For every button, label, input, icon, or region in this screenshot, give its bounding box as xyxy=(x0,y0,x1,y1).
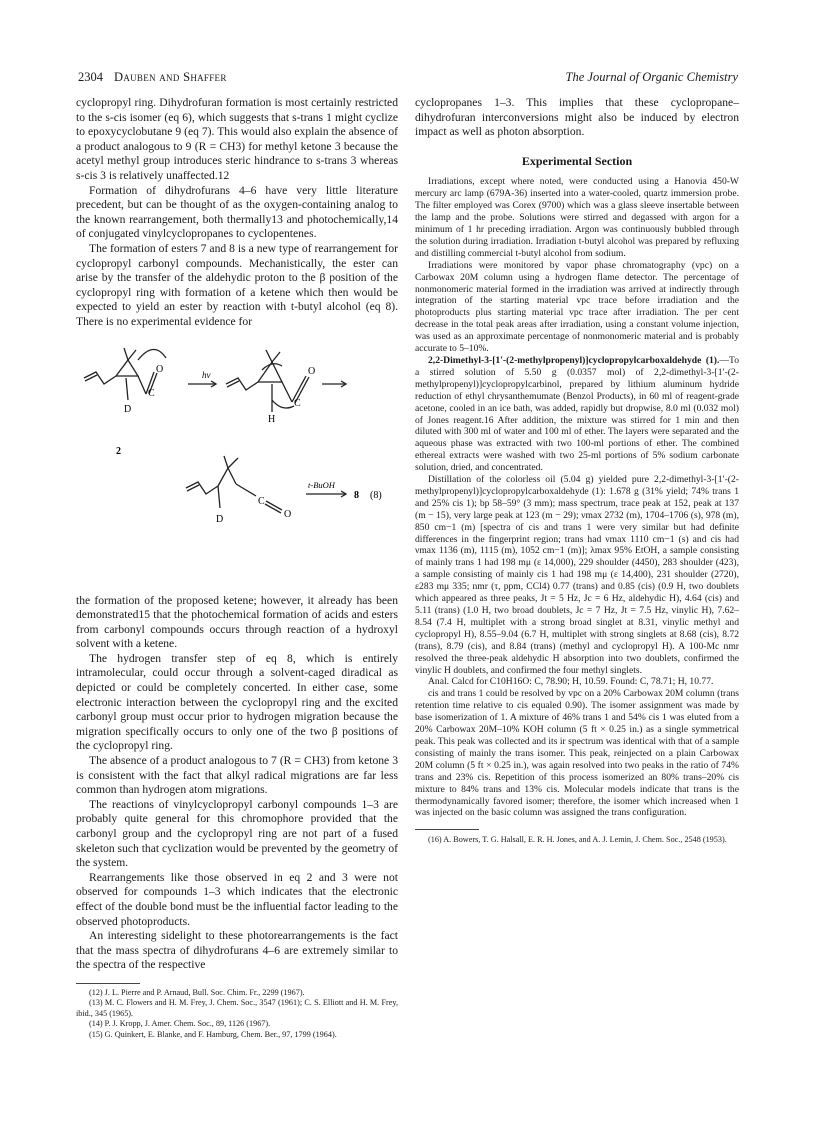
paragraph: cyclopropyl ring. Dihydrofuran formation is most certainly restricted to the s-cis isomer (eq 6), which suggests that s-trans 1 might cyclize to epoxycyclobutane 9 (eq 7). This would also explain the absence of a product analogous to 9 (R = CH3) for methyl ketone 3 because the acetyl methyl group introduces steric hindrance to s-trans 3 whereas s-cis 3 is relatively unaffected.12 xyxy=(76,96,398,182)
bond-line xyxy=(226,378,258,390)
bond-line xyxy=(124,348,128,360)
section-heading: Experimental Section xyxy=(521,153,633,168)
paragraph: The hydrogen transfer step of eq 8, which is entirely intramolecular, could occur through a solvent-caged diradical as depicted or could be completely concerted. In either case, some electronic interaction between the cyclopropyl ring and the excited carbonyl group must occur prior to hydrogen migration because the migration specifically occurs to only one of the two β positions of the cyclopropyl ring. xyxy=(76,651,398,753)
paragraph: Distillation of the colorless oil (5.04 g) yielded pure 2,2-dimethyl-3-[1′-(2-methylpropenyl)]cyclopropylcarboxaldehyde (1): 1.678 g (31% yield; 74% trans 1 and 25% cis 1); bp 58–59° (3 mm); mass spectrum, trace peak at 152, peak at 137 (m − 15), very large peak at 123 (m − 29); νmax 2732 (m), 1704–1706 (s), 978 (m), 850 cm−1 (m) [spectra of cis and trans 1 were very similar but had definite differences in the fingerprint region; trans had νmax 1110 cm−1 (s) and cis had νmax 1136 (m), 1115 (m), 1052 cm−1 (m)]; λmax 95% EtOH, a sample consisting of mainly trans 1 had 198 mμ (ε 14,000), 229 shoulder (4450), 283 shoulder (423), a sample consisting of mainly cis 1 had 198 mμ (ε 14,400), 231 shoulder (2720), ε283 mμ 335; nmr (τ, ppm, CCl4) 0.77 (trans) and 0.85 (cis) (0.9 H, two doublets which appeared as three peaks, Jt = 5 Hz, Jc = 6 Hz, aldehydic H), 4.64 (cis) and 5.11 (trans) (1.0 H, two broad doublets, Jc = 7 Hz, Jt = 7.5 Hz, vinylic H), 7.62–8.54 (7.4 H, multiplet with a strong broad singlet at 8.31, vinylic methyl and cyclopropyl H), 8.55–9.04 (6.7 H, multiplet with strong singlets at 8.68 (cis), 8.72 (trans), 8.79 (cis), and 8.84 (trans) (methyl and cyclopropyl H). A 100-Mc nmr resolved the three-peak aldehydic H absorption into two doublets, confirmed the vinylic H doublets, and confirmed the four methyl singlets. xyxy=(415,474,739,676)
page-header xyxy=(78,70,738,88)
paragraph: Irradiations, except where noted, were conducted using a Hanovia 450-W mercury arc lamp (679A-36) inserted into a water-cooled, quartz immersion probe. The filter employed was Corex (9700) which was a glass sleeve insertable between the lamp and the probe. Solutions were stirred and degassed with argon for a minimum of 1 hr preceding irradiation. Argon was continuously bubbled through the solution during irradiation. Irradiation t-butyl alcohol was prepared by refluxing and distilling commercial t-butyl alcohol from sodium. xyxy=(415,176,739,259)
curved-arrow xyxy=(272,400,294,408)
page-number: 2304 xyxy=(78,70,103,84)
footnote: (15) G. Quinkert, E. Blanke, and F. Hamburg, Chem. Ber., 97, 1799 (1964). xyxy=(89,1029,337,1039)
paragraph: Irradiations were monitored by vapor phase chromatography (vpc) on a Carbowax 20M column using a hydrogen flame detector. The percentage of nonmonomeric material formed in the irradiation was arrived at indirectly through integration of the starting material vpc trace before irradiation and the photoproducts plus starting material vpc trace after irradiation. The per cent decrease in the total peak areas after irradiation, using a constant volume injection, was used as an approximate percentage of nonmonomeric material and is probably accurate to 5–10%. xyxy=(415,259,739,355)
bond-line xyxy=(138,376,146,394)
paragraph: the formation of the proposed ketene; however, it already has been demonstrated15 that the photochemical formation of acids and esters from carbonyl compounds occurs through reaction of a hydroxyl solvent with a ketene. xyxy=(76,593,398,651)
bond-line xyxy=(218,486,220,508)
atom-o-label: O xyxy=(308,365,316,377)
compound-heading: 2,2-Dimethyl-3-[1′-(2-methylpropenyl)]cyclopropylcarboxaldehyde (1). xyxy=(428,354,720,366)
experimental-text xyxy=(415,176,739,845)
bond-line xyxy=(224,456,228,468)
bond-line xyxy=(282,382,292,402)
footnote: (16) A. Bowers, T. G. Halsall, E. R. H. Jones, and A. J. Lemin, J. Chem. Soc., 2548 (1953). xyxy=(428,835,727,845)
paragraph: cyclopropanes 1–3. This implies that these cyclopropane–dihydrofuran interconversions might also be induced by electron impact as well as photon absorption. xyxy=(415,96,739,139)
curved-arrow xyxy=(262,363,282,369)
paragraph xyxy=(415,355,739,474)
bond-line xyxy=(126,378,128,400)
procedure-text: —To a stirred solution of 5.50 g (0.0357 mol) of 2,2-dimethyl-3-[1′-(2-methylpropenyl)]cyclopropylcarbinol, prepared by lithium aluminum hydride reduction of ethyl chrysanthemumate (Benzol Products), in 60 ml of reagent-grade acetone, cooled in an ice bath, was added, rapidly but dropwise, 8.0 ml (0.032 mol) of Jones reagent.16 After addition, the mixture was stirred for 1 min and then diluted with 300 ml of water and 100 ml of ether. The layers were separated and the aqueous phase was extracted with two 100-ml portions of ether. The combined ethereal extracts were washed with two 25-ml portions of 5% sodium carbonate solution, dried, and concentrated. xyxy=(415,354,739,474)
paragraph: Rearrangements like those observed in eq 2 and 3 were not observed for compounds 1–3 which indicates that the electronic effect of the double bond must be the influential factor leading to the observed photoproducts. xyxy=(76,870,398,928)
footnote: (12) J. L. Pierre and P. Arnaud, Bull. Soc. Chim. Fr., 2299 (1967). xyxy=(89,987,305,997)
paragraph: The reactions of vinylcyclopropyl carbonyl compounds 1–3 are probably quite general for this chromophore provided that the carbonyl group and the cyclopropyl ring are not part of a fused skeleton such that cyclization would be prevented by the geometry of the system. xyxy=(76,797,398,870)
bond-line xyxy=(128,350,136,360)
bond-line xyxy=(236,484,256,496)
atom-o-label: O xyxy=(156,363,164,375)
bond-line xyxy=(84,372,116,384)
bond-line xyxy=(228,458,238,468)
running-authors: Dauben and Shaffer xyxy=(114,70,227,84)
journal-title: The Journal of Organic Chemistry xyxy=(565,70,738,84)
bond-line xyxy=(218,468,236,486)
bond-line xyxy=(186,482,218,494)
product-number-label: 8 xyxy=(354,489,359,501)
footnote: (13) M. C. Flowers and H. M. Frey, J. Chem. Soc., 3547 (1961); C. S. Elliott and H. M. Frey, ibid., 345 (1965). xyxy=(76,998,398,1018)
atom-c-label: C xyxy=(148,387,155,399)
footnote-rule xyxy=(76,983,140,984)
atom-c-label: C xyxy=(258,495,265,507)
tbuoh-label: t-BuOH xyxy=(308,479,335,490)
reaction-scheme-drawing xyxy=(76,336,398,590)
compound-number-label: 2 xyxy=(116,445,121,457)
left-column xyxy=(76,96,398,1040)
curved-arrow xyxy=(138,349,166,360)
reaction-scheme-eq8 xyxy=(76,336,398,590)
hv-label: hν xyxy=(202,369,211,380)
atom-h-label: H xyxy=(268,413,276,425)
right-column xyxy=(415,96,739,846)
paragraph: cis and trans 1 could be resolved by vpc on a 20% Carbowax 20M column (trans retention time relative to cis equaled 0.90). The isomer assignment was made by base isomerization of 1. A mixture of 46% trans 1 and 54% cis 1 was eluted from a 20% Carbowax 20M–10% KOH column (5 ft × 0.25 in.) as a single symmetrical peak. This peak was collected and its ir spectrum was identical with that of a sample consisting of mainly the trans isomer. This peak, reinjected on a plain Carbowax 20M column (5 ft × 0.25 in.), was again resolved into two peaks in the ratio of 74% trans and 23% cis. Repetition of this process isomerized an 80% trans–20% cis mixture to 84% trans and 13% cis. Molecular models indicate that trans is the thermodynamically favored isomer; therefore, the isomer which increased when 1 was injected on the basic column was assigned the trans configuration. xyxy=(415,688,739,819)
bond-line xyxy=(272,352,280,362)
paragraph: The absence of a product analogous to 7 (R = CH3) from ketone 3 is consistent with the fact that alkyl radical migrations are far less common than hydrogen atom migrations. xyxy=(76,754,398,797)
paragraph: The formation of esters 7 and 8 is a new type of rearrangement for cyclopropyl carbonyl compounds. Mechanistically, the ester can arise by the transfer of the aldehydic proton to the β position of the cyclopropyl ring with formation of a ketene which then would be expected to yield an ester by reaction with t-butyl alcohol (eq 8). There is no experimental evidence for xyxy=(76,241,398,328)
atom-d-label: D xyxy=(216,513,224,525)
atom-o-label: O xyxy=(284,508,292,520)
equation-number: (8) xyxy=(370,489,382,501)
footnote-rule xyxy=(415,829,479,830)
footnote: (14) P. J. Kropp, J. Amer. Chem. Soc., 89, 1126 (1967). xyxy=(89,1019,271,1029)
cyclopropane-ring xyxy=(116,360,138,376)
atom-c-label: C xyxy=(294,397,301,409)
paragraph: Anal. Calcd for C10H16O: C, 78.90; H, 10.59. Found: C, 78.71; H, 10.77. xyxy=(428,676,714,688)
bond-line xyxy=(266,350,272,362)
paragraph: An interesting sidelight to these photorearrangements is the fact that the mass spectra of dihydrofurans 4–6 are extremely similar to the spectra of the respective xyxy=(76,929,398,972)
atom-d-label: D xyxy=(124,403,132,415)
paragraph: Formation of dihydrofurans 4–6 have very little literature precedent, but can be thought of as the oxygen-containing analog to the known rearrangement, both thermally13 and photochemically,14 of conjugated vinylcyclopropanes to cyclopentenes. xyxy=(76,183,398,241)
